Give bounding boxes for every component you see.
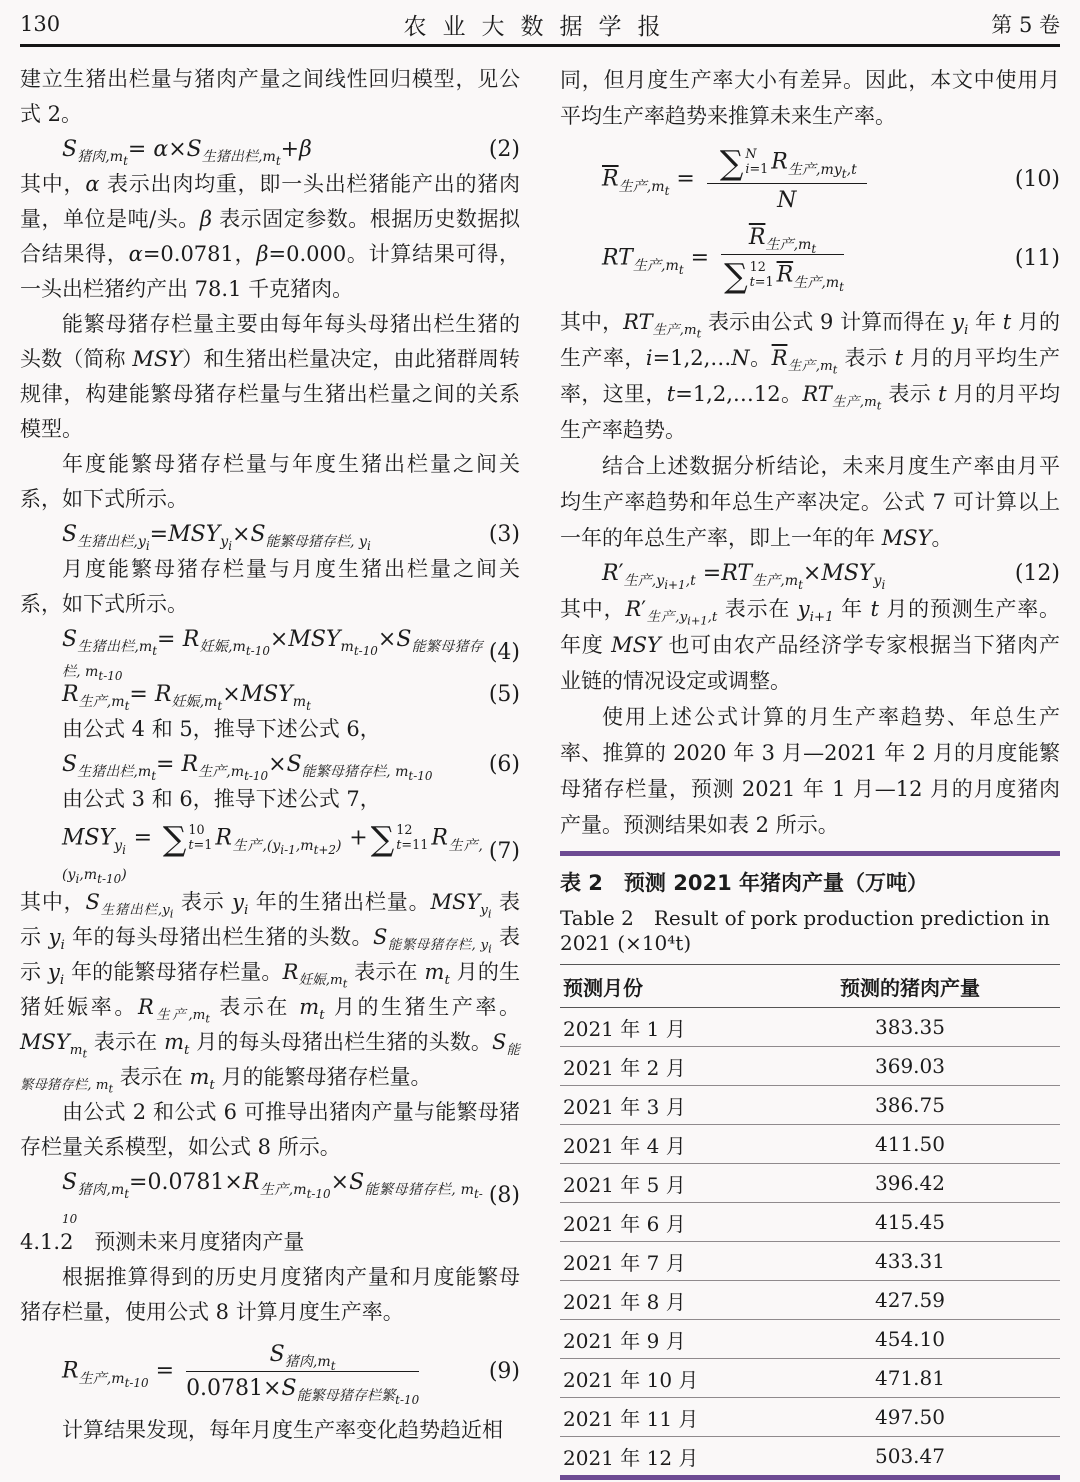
paragraph-intro: 建立生猪出栏量与猪肉产量之间线性回归模型，见公式 2。 (20, 67, 520, 126)
paragraph-continued: 同，但月度生产率大小有差异。因此，本文中使用月平均生产率趋势来推算未来生产率。 (560, 68, 1060, 128)
table-row (560, 1125, 1060, 1164)
value-cell: 396.42 (760, 1164, 1060, 1203)
month-cell: 2021 年 7 月 (560, 1242, 760, 1281)
equation-5-body: $R_{生产,m_t}= R_{妊娠,m_t}\times MSY_{m_t}$ (62, 682, 311, 714)
equation-11-body: $RT_{生产,m_t}$ = $\overline{R}_{生产,m_t}$ ∑ 12 t=1 $\overline{R}_{生产,m_t}$ (602, 225, 844, 295)
paragraph-calc-rate: 根据推算得到的历史月度猪肉产量和月度能繁母猪存栏量，使用公式 8 计算月度生产率。 (20, 1265, 520, 1324)
equation-4-body: $S_{生猪出栏,m_t}= R_{妊娠,m_{t-10}}\times MSY_{m_{t-10}}\times S_{能繁母猪存栏, m_{t-10}}$ (62, 627, 483, 684)
prediction-table (560, 964, 1060, 1475)
equation-6-number: (6) (488, 752, 520, 777)
equation-3-number: (3) (488, 522, 520, 547)
journal-title: 农业大数据学报 (403, 13, 677, 40)
equation-8-number: (8) (488, 1182, 520, 1208)
page-header (20, 6, 1060, 42)
paragraph-where-predicted: 其中，$R'_{生产,y_{i+1},t}$ 表示在 $y_{i+1}$ 年 t 月的预测生产率。年度 MSY 也可由农产品经济学专家根据当下猪肉产业链的情况设定或调整。 (560, 597, 1060, 693)
column-header-month: 预测月份 (560, 965, 760, 1008)
equation-8-body: $S_{猪肉,m_t}=0.0781\times R_{生产,m_{t-10}}\times S_{能繁母猪存栏, m_{t-10}}$ (62, 1170, 483, 1227)
equation-7 (20, 819, 520, 887)
table-row (560, 1008, 1060, 1047)
equation-4-number: (4) (488, 639, 520, 665)
value-cell: 497.50 (760, 1398, 1060, 1437)
table-row (560, 1242, 1060, 1281)
month-cell: 2021 年 2 月 (560, 1047, 760, 1086)
table-row (560, 1281, 1060, 1320)
value-cell: 427.59 (760, 1281, 1060, 1320)
equation-8 (20, 1170, 520, 1227)
value-cell: 411.50 (760, 1125, 1060, 1164)
month-cell: 2021 年 11 月 (560, 1398, 760, 1437)
value-cell: 369.03 (760, 1047, 1060, 1086)
equation-10-number: (10) (1014, 167, 1060, 192)
equation-3-body: $S_{生猪出栏,y_i}=MSY_{y_i}\times S_{能繁母猪存栏, y_i}$ (62, 522, 371, 554)
table-row (560, 1086, 1060, 1125)
month-cell: 2021 年 1 月 (560, 1008, 760, 1047)
equation-4 (20, 627, 520, 684)
paragraph-derive-6: 由公式 4 和 5，推导下述公式 6， (62, 717, 381, 741)
paragraph-monthly: 月度能繁母猪存栏量与月度生猪出栏量之间关系，如下式所示。 (20, 557, 520, 616)
equation-5 (20, 682, 520, 714)
value-cell: 415.45 (760, 1203, 1060, 1242)
paragraph-alpha-beta: 其中，α 表示出肉均重，即一头出栏猪能产出的猪肉量，单位是吨/头。β 表示固定参数。根据历史数据拟合结果得，α=0.0781，β=0.000。计算结果可得，一头出栏猪约产出 78.1 千克猪肉。 (20, 172, 520, 301)
equation-12-body: $R'_{生产,y_{i+1},t} =RT_{生产,m_t}\times MSY_{y_i}$ (602, 561, 886, 593)
month-cell: 2021 年 4 月 (560, 1125, 760, 1164)
left-column (20, 62, 520, 1448)
paragraph-annual: 年度能繁母猪存栏量与年度生猪出栏量之间关系，如下式所示。 (20, 452, 520, 511)
table-bottom-rule (560, 1475, 1060, 1480)
month-cell: 2021 年 3 月 (560, 1086, 760, 1125)
table-row (560, 1437, 1060, 1476)
equation-10 (560, 143, 1060, 213)
paragraph-where-symbols: 其中，$S_{生猪出栏,y_i}$ 表示 $y_i$ 年的生猪出栏量。$MSY_{y_i}$ 表示 $y_i$ 年的每头母猪出栏生猪的头数。$S_{能繁母猪存栏, y_i}$ 表示 $y_i$ 年的能繁母猪存栏量。$R_{妊娠,m_t}$ 表示在 $m_t$ 月的生猪妊娠率。$R_{生产,m_t}$ 表示在 $m_t$ 月的生猪生产率。$MSY_{m_t}$ 表示在 $m_t$ 月的每头母猪出栏生猪的头数。$S_{能繁母猪存栏, m_t}$ 表示在 $m_t$ 月的能繁母猪存栏量。 (20, 890, 520, 1096)
paragraph-where-rt: 其中，$RT_{生产,m_t}$ 表示由公式 9 计算而得在 $y_i$ 年 t 月的生产率，i=1,2,…N。$\overline{R}_{生产,m_t}$ 表示 t 月的月平均生产率，这里，t=1,2,…12。$RT_{生产,m_t}$ 表示 t 月的月平均生产率趋势。 (560, 310, 1061, 442)
section-heading-412: 4.1.2 预测未来月度猪肉产量 (20, 1230, 305, 1254)
paragraph-model-8: 由公式 2 和公式 6 可推导出猪肉产量与能繁母猪存栏量关系模型，如公式 8 所示。 (20, 1100, 520, 1159)
table-row (560, 1359, 1060, 1398)
equation-10-body: $\overline{R}_{生产,m_t}$ = ∑ N i=1 $R_{生产,my_t,t}$ N (560, 146, 1009, 213)
equation-5-number: (5) (488, 682, 520, 707)
paragraph-combine: 结合上述数据分析结论，未来月度生产率由月平均生产率趋势和年总生产率决定。公式 7 可计算以上一年的年总生产率，即上一年的年 MSY。 (560, 454, 1060, 550)
equation-9-body: $R_{生产,m_{t-10}}$ = $\frac{S_{猪肉,m_t}}{0.0781\times S_{能繁母猪存栏繁_{t-10}}}$ (62, 1342, 420, 1408)
month-cell: 2021 年 9 月 (560, 1320, 760, 1359)
header-rule (20, 44, 1060, 47)
equation-7-body: $MSY_{y_i}$ = ∑ 10 t=1 $R_{生产,(y_{i-1},m_{t+2})}$ + ∑ 12 t=11 $R_{生产,(y_i,m_{t-10})}$ (62, 819, 483, 887)
paragraph-derive-7: 由公式 3 和 6，推导下述公式 7， (62, 787, 381, 811)
equation-6 (20, 752, 520, 784)
table-2-block (560, 851, 1060, 1480)
paragraph-usage: 使用上述公式计算的月生产率趋势、年总生产率、推算的 2020 年 3 月—2021 年 2 月的月度能繁母猪存栏量，预测 2021 年 1 月—12 月的月度猪肉产量。预测结果如表 2 所示。 (560, 705, 1060, 837)
equation-11 (560, 225, 1060, 295)
month-cell: 2021 年 5 月 (560, 1164, 760, 1203)
month-cell: 2021 年 12 月 (563, 1445, 699, 1470)
column-header-value: 预测的猪肉产量 (760, 965, 1060, 1008)
value-cell: 433.31 (760, 1242, 1060, 1281)
equation-12-number: (12) (1014, 561, 1060, 586)
table-row (560, 1164, 1060, 1203)
table-header-row (560, 965, 1060, 1008)
value-cell: 471.81 (760, 1359, 1060, 1398)
table-row (560, 1047, 1060, 1086)
month-cell: 2021 年 8 月 (560, 1281, 760, 1320)
value-cell: 503.47 (875, 1444, 945, 1468)
equation-12 (560, 561, 1060, 593)
right-column (560, 62, 1060, 1480)
equation-2 (20, 137, 520, 169)
value-cell: 454.10 (760, 1320, 1060, 1359)
equation-9-number: (9) (488, 1359, 520, 1384)
volume-label: 第 5 卷 (991, 13, 1060, 37)
page-number: 130 (20, 12, 61, 36)
table-row (560, 1320, 1060, 1359)
equation-2-body: $S_{猪肉,m_t}= \alpha\times S_{生猪出栏,m_t}+\beta$ (62, 137, 312, 169)
month-cell: 2021 年 6 月 (560, 1203, 760, 1242)
value-cell: 383.35 (760, 1008, 1060, 1047)
value-cell: 386.75 (760, 1086, 1060, 1125)
equation-3 (20, 522, 520, 554)
paragraph-result: 计算结果发现，每年月度生产率变化趋势趋近相 (62, 1418, 503, 1442)
equation-6-body: $S_{生猪出栏,m_t}= R_{生产,m_{t-10}}\times S_{能繁母猪存栏, m_{t-10}}$ (62, 752, 433, 784)
table-caption-zh: 表 2 预测 2021 年猪肉产量（万吨） (560, 871, 928, 895)
table-row (560, 1398, 1060, 1437)
equation-11-number: (11) (1014, 246, 1060, 271)
paragraph-msy: 能繁母猪存栏量主要由每年每头母猪出栏生猪的头数（简称 MSY）和生猪出栏量决定，由此猪群周转规律，构建能繁母猪存栏量与生猪出栏量之间的关系模型。 (20, 312, 520, 441)
equation-9 (20, 1342, 520, 1408)
table-caption-en: Table 2 Result of pork production prediction in 2021 (×10⁴t) (560, 906, 1050, 955)
month-cell: 2021 年 10 月 (560, 1359, 760, 1398)
table-row (560, 1203, 1060, 1242)
equation-7-number: (7) (488, 838, 520, 864)
equation-2-number: (2) (488, 137, 520, 162)
